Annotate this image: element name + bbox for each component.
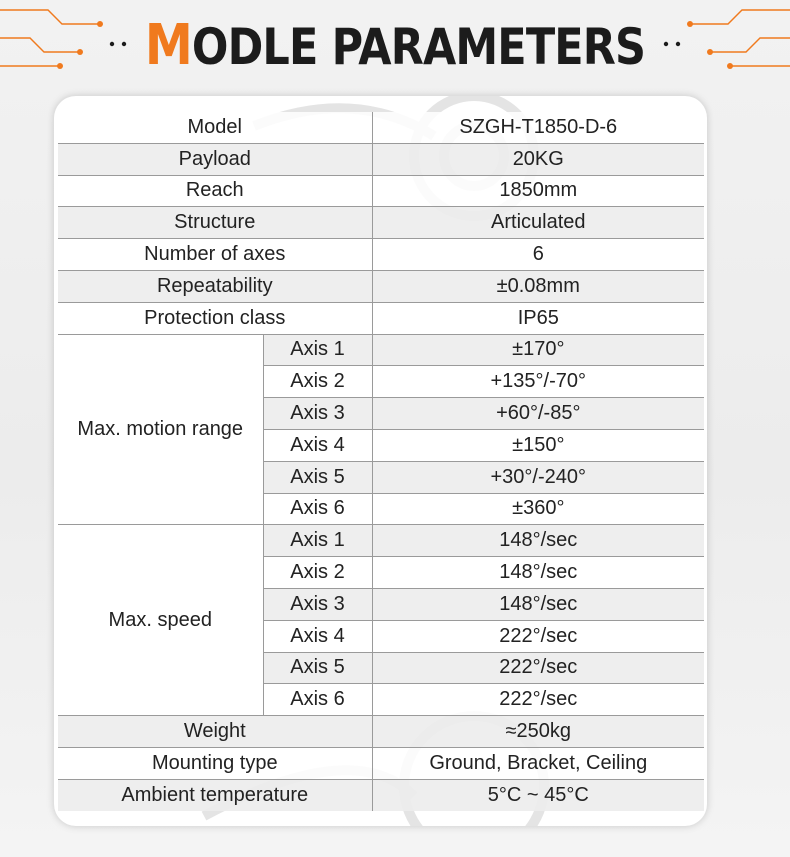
spec-value: SZGH-T1850-D-6	[372, 112, 704, 143]
axis-label: Axis 6	[263, 684, 372, 716]
spec-label: Weight	[58, 716, 372, 748]
spec-label: Protection class	[58, 302, 372, 334]
spec-label: Model	[58, 112, 372, 143]
table-row	[58, 207, 704, 239]
spec-label: Structure	[58, 207, 372, 239]
spec-label: Ambient temperature	[58, 779, 372, 810]
spec-value: 222°/sec	[372, 684, 704, 716]
axis-label: Axis 2	[263, 557, 372, 589]
axis-label: Axis 5	[263, 461, 372, 493]
axis-label: Axis 3	[263, 588, 372, 620]
spec-table	[58, 112, 704, 811]
axis-label: Axis 4	[263, 429, 372, 461]
spec-label: Number of axes	[58, 239, 372, 271]
table-row	[58, 747, 704, 779]
spec-value: 148°/sec	[372, 588, 704, 620]
group-label-motion-range: Max. motion range	[58, 334, 263, 525]
table-row	[58, 779, 704, 810]
table-row	[58, 175, 704, 207]
title-first-letter: M	[144, 13, 192, 78]
spec-value: ±150°	[372, 429, 704, 461]
table-row	[58, 270, 704, 302]
spec-value: 148°/sec	[372, 525, 704, 557]
axis-label: Axis 5	[263, 652, 372, 684]
group-label-speed: Max. speed	[58, 525, 263, 716]
page-title	[55, 14, 734, 78]
table-row	[58, 143, 704, 175]
spec-value: Articulated	[372, 207, 704, 239]
axis-label: Axis 4	[263, 620, 372, 652]
table-row	[58, 239, 704, 271]
spec-value: ±170°	[372, 334, 704, 366]
spec-label: Payload	[58, 143, 372, 175]
spec-value: 222°/sec	[372, 620, 704, 652]
table-row	[58, 112, 704, 143]
spec-value: 148°/sec	[372, 557, 704, 589]
table-row	[58, 525, 704, 557]
spec-value: ≈250kg	[372, 716, 704, 748]
spec-value: +30°/-240°	[372, 461, 704, 493]
axis-label: Axis 2	[263, 366, 372, 398]
spec-label: Repeatability	[58, 270, 372, 302]
table-row	[58, 302, 704, 334]
axis-label: Axis 3	[263, 398, 372, 430]
axis-label: Axis 1	[263, 334, 372, 366]
spec-value: 20KG	[372, 143, 704, 175]
spec-value: Ground, Bracket, Ceiling	[372, 747, 704, 779]
spec-value: 222°/sec	[372, 652, 704, 684]
spec-value: ±360°	[372, 493, 704, 525]
spec-label: Reach	[58, 175, 372, 207]
spec-value: +135°/-70°	[372, 366, 704, 398]
spec-value: IP65	[372, 302, 704, 334]
title-rest: ODLE PARAMETERS	[191, 18, 646, 76]
table-row	[58, 334, 704, 366]
spec-value: ±0.08mm	[372, 270, 704, 302]
spec-panel	[54, 96, 707, 826]
table-row	[58, 716, 704, 748]
spec-value: +60°/-85°	[372, 398, 704, 430]
spec-value: 5°C ~ 45°C	[372, 779, 704, 810]
axis-label: Axis 6	[263, 493, 372, 525]
spec-value: 6	[372, 239, 704, 271]
spec-label: Mounting type	[58, 747, 372, 779]
axis-label: Axis 1	[263, 525, 372, 557]
spec-value: 1850mm	[372, 175, 704, 207]
